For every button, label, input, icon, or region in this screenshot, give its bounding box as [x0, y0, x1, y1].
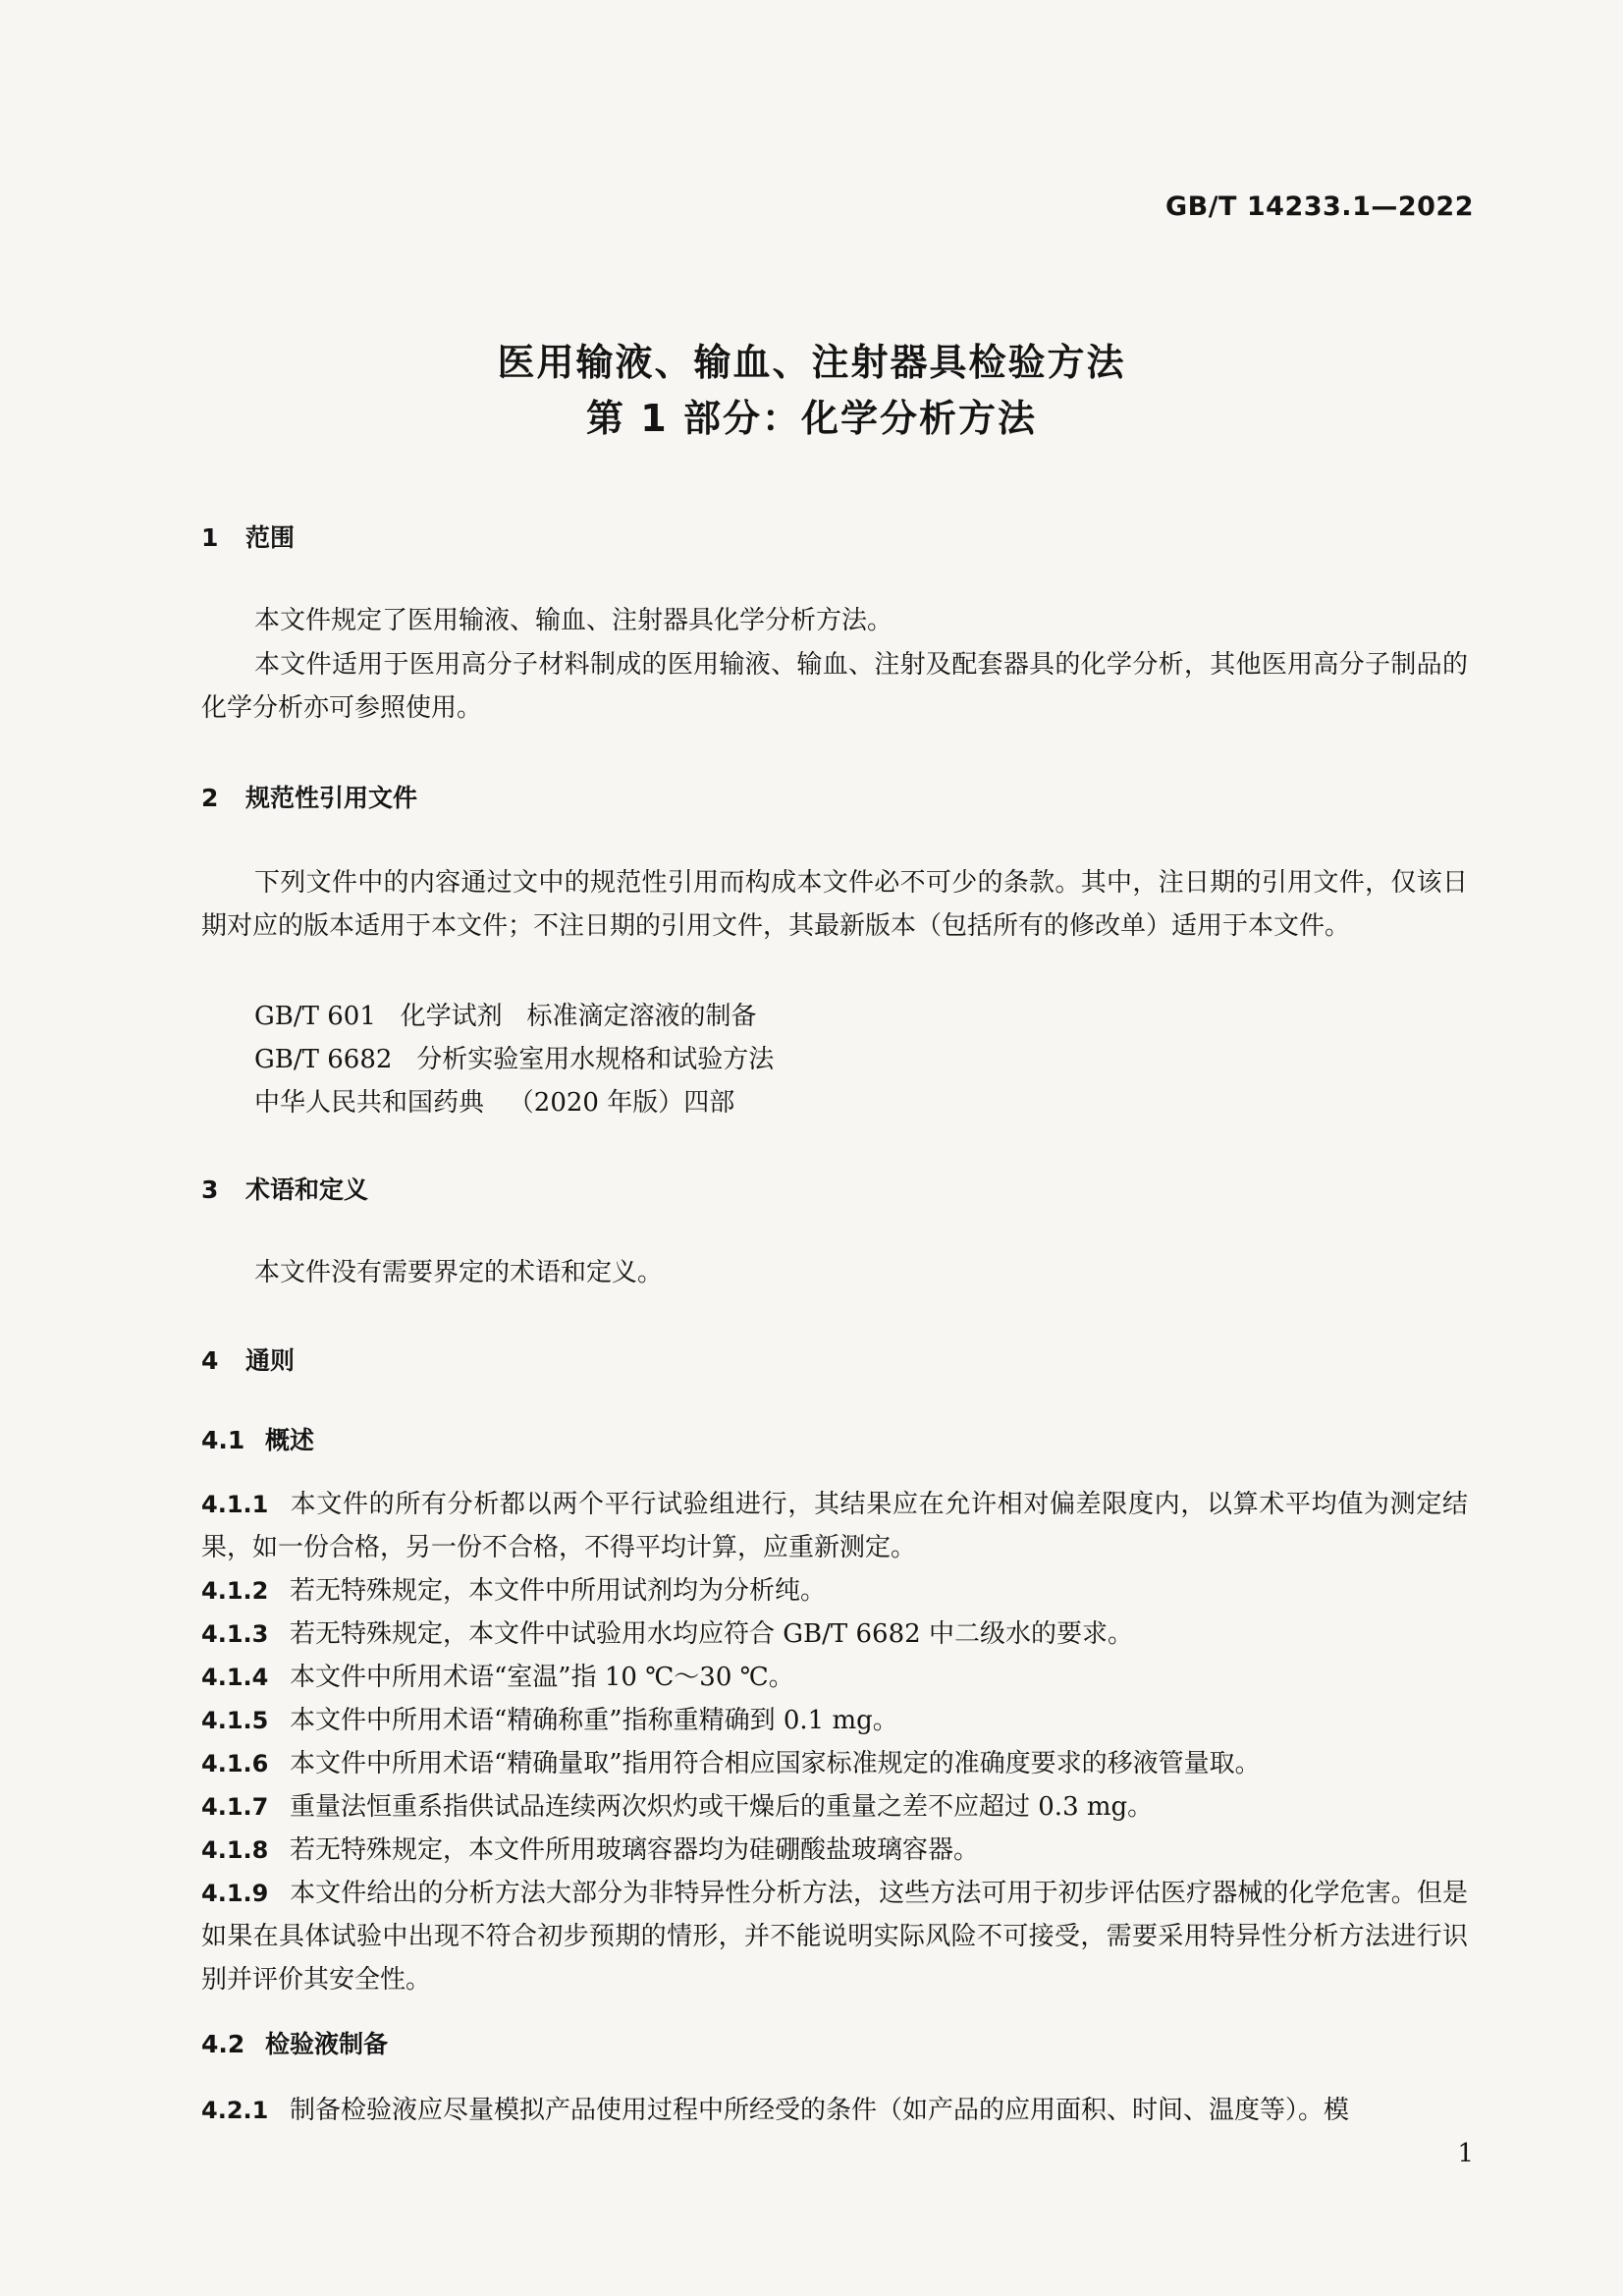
clause-4-1-4: [201, 1656, 1468, 1699]
standard-number: GB/T 14233.1—2022: [1164, 191, 1474, 222]
clause-4-1-3: [201, 1613, 1468, 1656]
clause-4-2-1: [201, 2089, 1468, 2132]
paragraph: 本文件规定了医用输液、输血、注射器具化学分析方法。: [254, 606, 893, 635]
document-title-line1: 医用输液、输血、注射器具检验方法: [497, 341, 1126, 384]
clause-4-1-5: [201, 1699, 1468, 1742]
clause-4-1-6: [201, 1742, 1468, 1785]
clause-4-1-8: [201, 1829, 1468, 1872]
normative-reference: GB/T 6682 分析实验室用水规格和试验方法: [254, 1045, 775, 1074]
section-number: 3: [201, 1175, 219, 1204]
section-title: 通则: [245, 1346, 296, 1375]
section-title: 概述: [265, 1426, 315, 1454]
clause-number: 4.2.1: [201, 2097, 269, 2124]
clause-number: 4.1.5: [201, 1707, 269, 1734]
section-number: 1: [201, 523, 219, 552]
section-number: 4.2: [201, 2030, 245, 2058]
document-title-line2: 第 1 部分：化学分析方法: [586, 397, 1037, 440]
clause-4-1-7: [201, 1785, 1468, 1829]
section-heading-2: [201, 779, 417, 814]
clause-text: 若无特殊规定，本文件中试验用水均应符合 GB/T 6682 中二级水的要求。: [290, 1619, 1133, 1649]
clause-text: 若无特殊规定，本文件中所用试剂均为分析纯。: [290, 1576, 827, 1606]
clause-number: 4.1.2: [201, 1577, 269, 1605]
clause-text: 本文件中所用术语“精确量取”指用符合相应国家标准规定的准确度要求的移液管量取。: [290, 1749, 1261, 1778]
page-number: 1: [1457, 2139, 1474, 2168]
clause-number: 4.1.1: [201, 1491, 269, 1518]
clause-number: 4.1.6: [201, 1750, 269, 1777]
section-number: 4: [201, 1346, 219, 1375]
clause-text: 本文件的所有分析都以两个平行试验组进行，其结果应在允许相对偏差限度内，以算术平均值为测定结果，如一份合格，另一份不合格，不得平均计算，应重新测定。: [201, 1490, 1468, 1562]
section-title: 检验液制备: [265, 2030, 389, 2058]
section-title: 规范性引用文件: [245, 784, 418, 812]
clause-4-1-9: [201, 1872, 1468, 2001]
clause-number: 4.1.9: [201, 1880, 269, 1907]
section-heading-3: [201, 1171, 368, 1206]
clause-text: 本文件给出的分析方法大部分为非特异性分析方法，这些方法可用于初步评估医疗器械的化学危害。但是如果在具体试验中出现不符合初步预期的情形，并不能说明实际风险不可接受，需要采用特异性分析方法进行识别并评价其安全性。: [201, 1879, 1468, 1995]
subsection-heading-4-2: [201, 2025, 388, 2060]
section-heading-4: [201, 1341, 295, 1377]
clause-4-1-1: [201, 1483, 1468, 1569]
clause-number: 4.1.3: [201, 1620, 269, 1648]
clause-text: 本文件中所用术语“精确称重”指称重精确到 0.1 mg。: [290, 1706, 898, 1735]
normative-reference: GB/T 601 化学试剂 标准滴定溶液的制备: [254, 1002, 757, 1031]
clause-text: 本文件中所用术语“室温”指 10 ℃～30 ℃。: [290, 1663, 794, 1692]
clause-number: 4.1.7: [201, 1793, 269, 1821]
clause-number: 4.1.8: [201, 1836, 269, 1864]
clause-text: 制备检验液应尽量模拟产品使用过程中所经受的条件（如产品的应用面积、时间、温度等）。模: [290, 2096, 1350, 2125]
paragraph: 本文件适用于医用高分子材料制成的医用输液、输血、注射及配套器具的化学分析，其他医用高分子制品的化学分析亦可参照使用。: [201, 650, 1468, 723]
section-number: 2: [201, 784, 219, 812]
paragraph: 本文件没有需要界定的术语和定义。: [254, 1258, 664, 1287]
clause-number: 4.1.4: [201, 1664, 269, 1691]
section-title: 范围: [245, 523, 296, 552]
clause-text: 重量法恒重系指供试品连续两次炽灼或干燥后的重量之差不应超过 0.3 mg。: [290, 1792, 1154, 1822]
clause-4-1-2: [201, 1569, 1468, 1613]
normative-reference: 中华人民共和国药典 （2020 年版）四部: [254, 1088, 735, 1118]
section-number: 4.1: [201, 1426, 245, 1454]
section-title: 术语和定义: [245, 1175, 369, 1204]
clause-text: 若无特殊规定，本文件所用玻璃容器均为硅硼酸盐玻璃容器。: [290, 1835, 980, 1865]
paragraph: 下列文件中的内容通过文中的规范性引用而构成本文件必不可少的条款。其中，注日期的引用文件，仅该日期对应的版本适用于本文件；不注日期的引用文件，其最新版本（包括所有的修改单）适用于本文件。: [201, 868, 1468, 941]
section-heading-1: [201, 519, 295, 554]
subsection-heading-4-1: [201, 1421, 314, 1456]
